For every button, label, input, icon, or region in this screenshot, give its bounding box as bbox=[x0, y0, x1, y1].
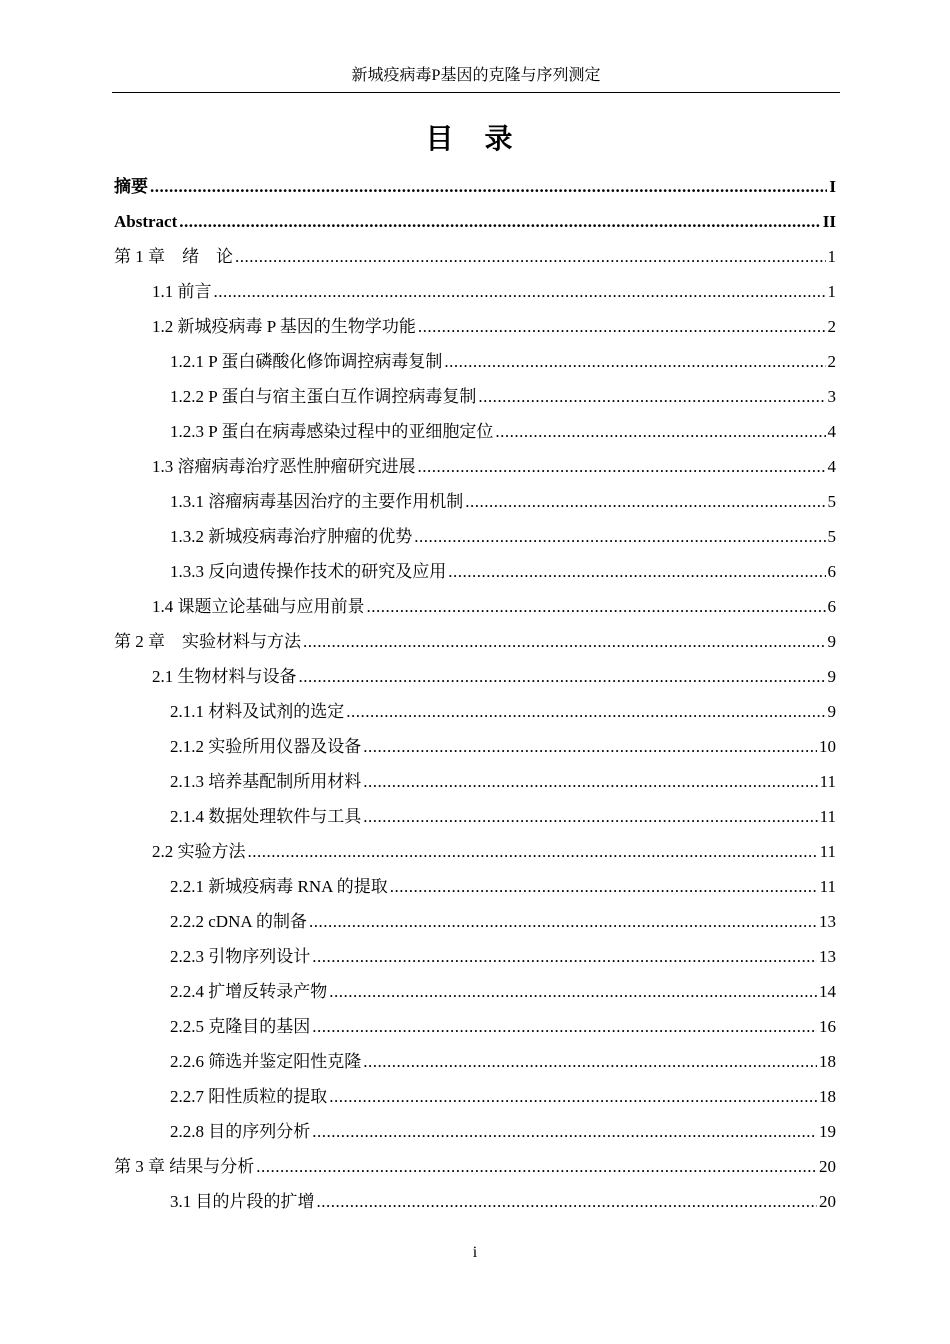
toc-entry-label: 1.2.2 P 蛋白与宿主蛋白互作调控病毒复制 bbox=[170, 387, 477, 406]
toc-entry-label: 1.3.1 溶瘤病毒基因治疗的主要作用机制 bbox=[170, 492, 464, 511]
toc-entry[interactable] bbox=[114, 1044, 836, 1079]
toc-leader-dots bbox=[235, 239, 826, 274]
toc-entry-page: 11 bbox=[819, 877, 836, 896]
toc-entry-page: 9 bbox=[827, 632, 836, 651]
toc-entry-label: 1.3 溶瘤病毒治疗恶性肿瘤研究进展 bbox=[152, 457, 416, 476]
toc-leader-dots bbox=[444, 344, 825, 379]
toc-entry-label: 2.1 生物材料与设备 bbox=[152, 667, 297, 686]
toc-entry[interactable] bbox=[114, 729, 836, 764]
toc-entry[interactable] bbox=[114, 519, 836, 554]
toc-leader-dots bbox=[495, 414, 825, 449]
toc-leader-dots bbox=[312, 939, 817, 974]
toc-leader-dots bbox=[299, 659, 826, 694]
toc-entry[interactable] bbox=[114, 484, 836, 519]
toc-entry[interactable] bbox=[114, 449, 836, 484]
toc-entry[interactable] bbox=[114, 904, 836, 939]
toc-entry-page: II bbox=[822, 212, 836, 231]
toc-entry-page: 2 bbox=[827, 352, 836, 371]
page-title: 目 录 bbox=[425, 124, 525, 155]
toc-entry[interactable] bbox=[114, 344, 836, 379]
toc-entry-label: 2.2.4 扩增反转录产物 bbox=[170, 982, 328, 1001]
toc-entry[interactable] bbox=[114, 1009, 836, 1044]
toc-entry-label: 2.2.1 新城疫病毒 RNA 的提取 bbox=[170, 877, 388, 896]
toc-entry-label: 3.1 目的片段的扩增 bbox=[170, 1192, 315, 1211]
toc-entry[interactable] bbox=[114, 974, 836, 1009]
toc-leader-dots bbox=[448, 554, 825, 589]
toc-entry-label: 1.3.3 反向遗传操作技术的研究及应用 bbox=[170, 562, 447, 581]
toc-leader-dots bbox=[465, 484, 825, 519]
toc-entry[interactable] bbox=[114, 799, 836, 834]
toc-entry-label: 1.2.1 P 蛋白磷酸化修饰调控病毒复制 bbox=[170, 352, 443, 371]
toc-entry-label: Abstract bbox=[114, 212, 178, 231]
toc-entry-page: 4 bbox=[827, 422, 836, 441]
toc-leader-dots bbox=[363, 764, 817, 799]
toc-leader-dots bbox=[312, 1009, 817, 1044]
toc-leader-dots bbox=[214, 274, 826, 309]
toc-leader-dots bbox=[329, 974, 817, 1009]
toc-entry-page: 19 bbox=[819, 1122, 836, 1141]
toc-entry-label: 第 3 章 结果与分析 bbox=[114, 1157, 255, 1176]
toc-entry[interactable] bbox=[114, 694, 836, 729]
toc-entry-page: 11 bbox=[819, 842, 836, 861]
toc-leader-dots bbox=[390, 869, 818, 904]
toc-entry[interactable] bbox=[114, 869, 836, 904]
toc-leader-dots bbox=[363, 1044, 817, 1079]
toc-leader-dots bbox=[346, 694, 825, 729]
toc-entry-page: 3 bbox=[827, 387, 836, 406]
toc-entry-page: 11 bbox=[819, 807, 836, 826]
toc-entry[interactable] bbox=[114, 834, 836, 869]
toc-leader-dots bbox=[478, 379, 825, 414]
toc-leader-dots bbox=[303, 624, 826, 659]
toc-entry-label: 2.2.6 筛选并鉴定阳性克隆 bbox=[170, 1052, 362, 1071]
toc-entry-label: 1.4 课题立论基础与应用前景 bbox=[152, 597, 365, 616]
toc-leader-dots bbox=[312, 1114, 817, 1149]
toc-entry-page: 1 bbox=[827, 247, 836, 266]
toc-entry-label: 1.3.2 新城疫病毒治疗肿瘤的优势 bbox=[170, 527, 413, 546]
toc-entry-page: I bbox=[829, 177, 836, 196]
toc-entry-page: 14 bbox=[819, 982, 836, 1001]
toc-entry-label: 第 1 章 绪 论 bbox=[114, 247, 233, 266]
toc-leader-dots bbox=[317, 1184, 818, 1219]
toc-entry-page: 4 bbox=[827, 457, 836, 476]
table-of-contents bbox=[114, 169, 836, 1219]
toc-entry-label: 1.2 新城疫病毒 P 基因的生物学功能 bbox=[152, 317, 416, 336]
toc-leader-dots bbox=[414, 519, 825, 554]
toc-entry-label: 2.1.4 数据处理软件与工具 bbox=[170, 807, 362, 826]
toc-entry-page: 1 bbox=[827, 282, 836, 301]
toc-entry-page: 9 bbox=[827, 667, 836, 686]
toc-entry-label: 2.2.2 cDNA 的制备 bbox=[170, 912, 307, 931]
toc-entry[interactable] bbox=[114, 169, 836, 204]
toc-entry[interactable] bbox=[114, 1114, 836, 1149]
toc-entry-label: 2.2.7 阳性质粒的提取 bbox=[170, 1087, 328, 1106]
toc-leader-dots bbox=[248, 834, 818, 869]
running-header: 新城疫病毒P基因的克隆与序列测定 bbox=[351, 67, 601, 84]
toc-entry-page: 16 bbox=[819, 1017, 836, 1036]
toc-entry-label: 2.2.3 引物序列设计 bbox=[170, 947, 311, 966]
toc-leader-dots bbox=[367, 589, 826, 624]
toc-entry-label: 2.1.2 实验所用仪器及设备 bbox=[170, 737, 362, 756]
toc-entry-label: 2.1.1 材料及试剂的选定 bbox=[170, 702, 345, 721]
toc-entry[interactable] bbox=[114, 939, 836, 974]
toc-leader-dots bbox=[150, 169, 827, 204]
toc-entry-label: 1.1 前言 bbox=[152, 282, 212, 301]
toc-entry-page: 13 bbox=[819, 947, 836, 966]
toc-entry[interactable] bbox=[114, 589, 836, 624]
toc-entry[interactable] bbox=[114, 239, 836, 274]
toc-entry-label: 第 2 章 实验材料与方法 bbox=[114, 632, 301, 651]
toc-entry[interactable] bbox=[114, 659, 836, 694]
toc-entry[interactable] bbox=[114, 379, 836, 414]
toc-entry-page: 10 bbox=[819, 737, 836, 756]
toc-entry-label: 摘要 bbox=[114, 177, 148, 196]
toc-leader-dots bbox=[256, 1149, 817, 1184]
toc-entry-label: 1.2.3 P 蛋白在病毒感染过程中的亚细胞定位 bbox=[170, 422, 494, 441]
toc-entry-label: 2.2.8 目的序列分析 bbox=[170, 1122, 311, 1141]
toc-entry-page: 6 bbox=[827, 562, 836, 581]
toc-entry-page: 2 bbox=[827, 317, 836, 336]
toc-entry[interactable] bbox=[114, 309, 836, 344]
toc-leader-dots bbox=[309, 904, 817, 939]
header-rule bbox=[112, 92, 840, 93]
toc-leader-dots bbox=[363, 729, 817, 764]
page-number: i bbox=[472, 1244, 478, 1261]
toc-entry-page: 5 bbox=[827, 492, 836, 511]
toc-entry[interactable] bbox=[114, 1079, 836, 1114]
toc-entry-page: 6 bbox=[827, 597, 836, 616]
toc-entry-page: 11 bbox=[819, 772, 836, 791]
toc-entry-page: 20 bbox=[819, 1157, 836, 1176]
toc-entry-page: 18 bbox=[819, 1087, 836, 1106]
toc-entry-label: 2.2.5 克隆目的基因 bbox=[170, 1017, 311, 1036]
toc-entry[interactable] bbox=[114, 624, 836, 659]
toc-leader-dots bbox=[418, 449, 826, 484]
toc-entry[interactable] bbox=[114, 204, 836, 239]
toc-leader-dots bbox=[363, 799, 817, 834]
toc-leader-dots bbox=[329, 1079, 817, 1114]
toc-entry[interactable] bbox=[114, 554, 836, 589]
toc-leader-dots bbox=[179, 204, 821, 239]
toc-entry[interactable] bbox=[114, 1184, 836, 1219]
toc-entry[interactable] bbox=[114, 764, 836, 799]
toc-entry[interactable] bbox=[114, 414, 836, 449]
toc-entry[interactable] bbox=[114, 274, 836, 309]
toc-entry-label: 2.1.3 培养基配制所用材料 bbox=[170, 772, 362, 791]
toc-entry-page: 20 bbox=[819, 1192, 836, 1211]
toc-entry-page: 9 bbox=[827, 702, 836, 721]
toc-entry-page: 5 bbox=[827, 527, 836, 546]
toc-entry-label: 2.2 实验方法 bbox=[152, 842, 246, 861]
toc-entry-page: 18 bbox=[819, 1052, 836, 1071]
toc-entry[interactable] bbox=[114, 1149, 836, 1184]
toc-leader-dots bbox=[418, 309, 826, 344]
toc-entry-page: 13 bbox=[819, 912, 836, 931]
